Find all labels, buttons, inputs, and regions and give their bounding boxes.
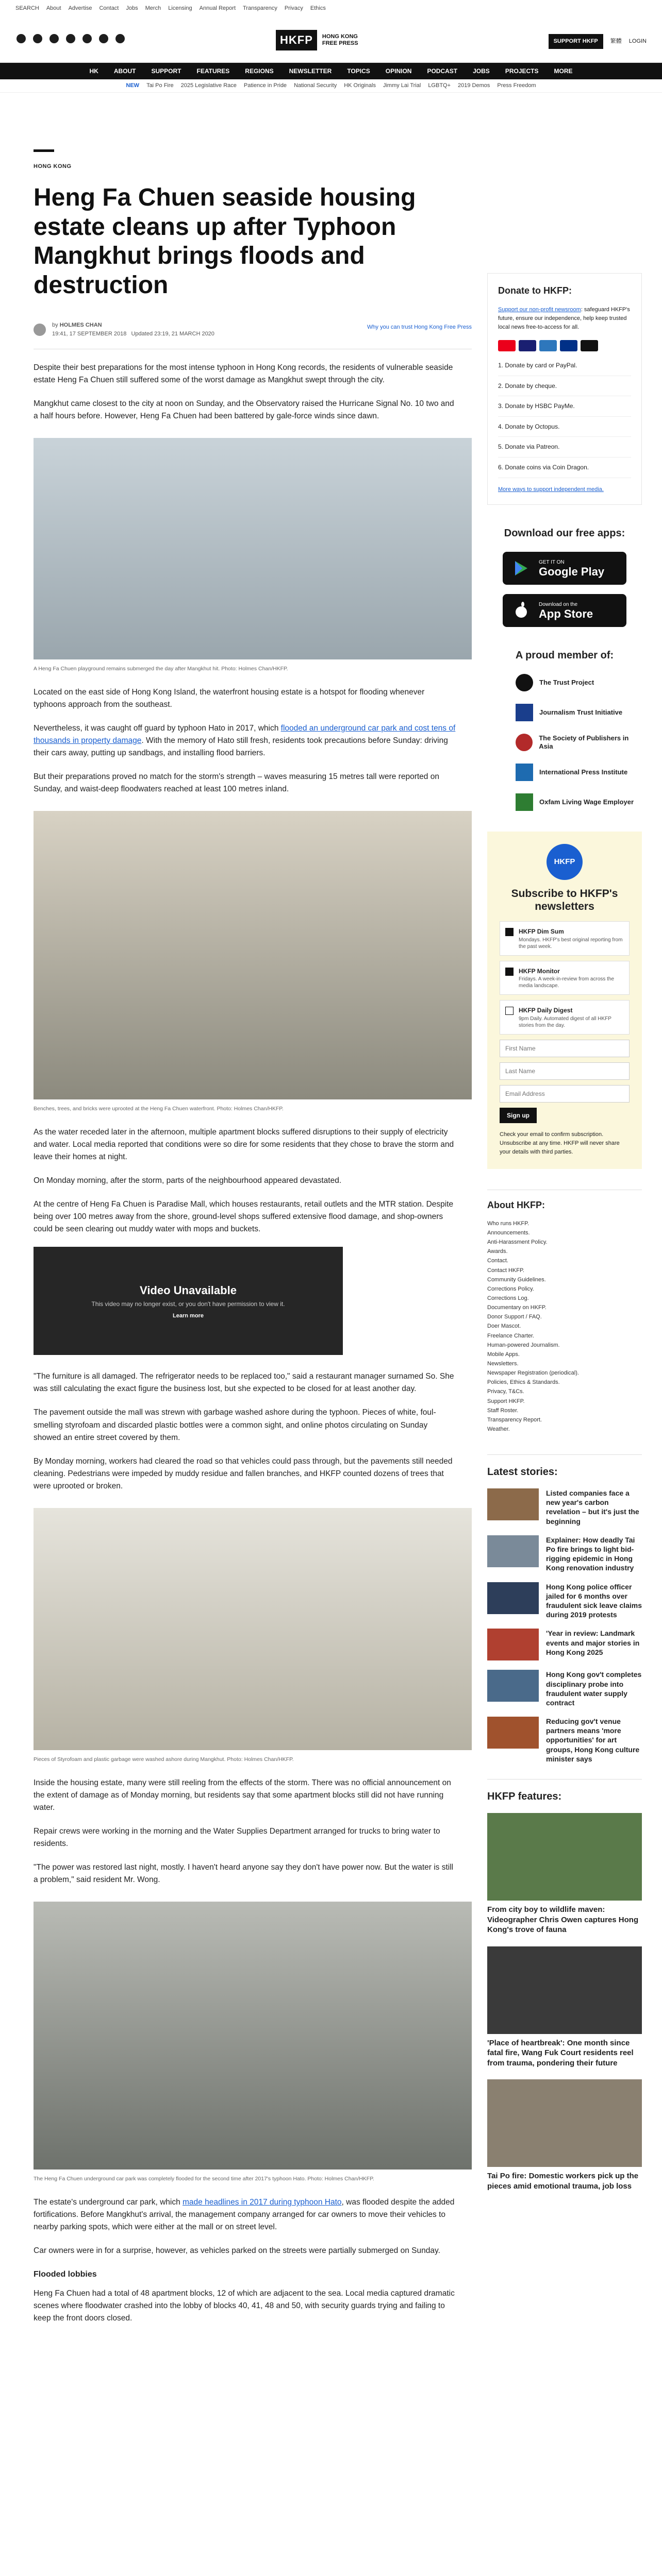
- nav-newsletter[interactable]: NEWSLETTER: [289, 67, 332, 75]
- paragraph: Car owners were in for a surprise, however, as vehicles parked on the streets were partially submerged on Sunday.: [34, 2246, 440, 2256]
- newsletter-option-desc: Mondays. HKFP's best original reporting from the past week.: [519, 937, 623, 950]
- logo-text: [322, 33, 358, 47]
- story-item[interactable]: [487, 1670, 642, 1707]
- article-title: Heng Fa Chuen seaside housing estate cleans up after Typhoon Mangkhut brings floods and destruction: [34, 184, 416, 299]
- about-link[interactable]: Documentary on HKFP.: [487, 1304, 547, 1311]
- story-title[interactable]: Hong Kong gov't completes disciplinary probe into fraudulent water supply contract: [546, 1670, 642, 1707]
- mastodon-icon[interactable]: [99, 34, 108, 43]
- story-item[interactable]: [487, 1535, 642, 1573]
- app-store-button[interactable]: [503, 594, 626, 627]
- jti-icon: [516, 704, 533, 721]
- top-link-advertise[interactable]: Advertise: [68, 5, 92, 11]
- logo-line-1: HONG KONG: [322, 33, 358, 40]
- story-thumbnail[interactable]: [487, 1670, 539, 1702]
- newsletter-option[interactable]: [500, 921, 630, 956]
- apps-title: Download our free apps:: [504, 527, 625, 539]
- feature-image[interactable]: [487, 1946, 642, 2034]
- tags-new-label: NEW: [126, 82, 140, 89]
- paragraph: [34, 722, 456, 759]
- top-link-contact[interactable]: Contact: [99, 5, 119, 11]
- google-play-button[interactable]: [503, 552, 626, 585]
- google-play-icon: [512, 559, 531, 578]
- site-header: [0, 0, 662, 63]
- tag-link[interactable]: Press Freedom: [497, 82, 536, 89]
- story-item[interactable]: [487, 1582, 642, 1620]
- inline-link[interactable]: flooded an underground car park and cost tens of thousands in property damage: [34, 724, 456, 745]
- latest-title: Latest stories:: [487, 1454, 642, 1480]
- nav-opinion[interactable]: OPINION: [385, 67, 412, 75]
- paragraph: At the centre of Heng Fa Chuen is Paradise Mall, which houses restaurants, retail outlets and the MTR station. Despite being over 100 metres away from the shore, ground-level shops suffered extensive flood damage, and shop-owners could be seen clearing out muddy water with mops and buckets.: [34, 1200, 454, 1234]
- telegram-icon[interactable]: [82, 34, 92, 43]
- byline-text: [52, 321, 214, 338]
- story-thumbnail[interactable]: [487, 1582, 539, 1614]
- sopa-icon: [516, 734, 533, 751]
- app-store-small: Download on the: [539, 601, 578, 607]
- mastercard-icon: [498, 340, 516, 351]
- about-link[interactable]: Policies, Ethics & Standards.: [487, 1379, 560, 1386]
- photo-caption: The Heng Fa Chuen underground car park was completely flooded for the second time after 2017's typhoon Hato. Photo: Holmes Chan/HKFP.: [34, 2175, 374, 2182]
- top-link-merch[interactable]: Merch: [145, 5, 161, 11]
- logo-line-2: FREE PRESS: [322, 40, 358, 47]
- paragraph: Located on the east side of Hong Kong Island, the waterfront housing estate is a hotspot for flooding whenever typhoons approach from the southeast.: [34, 687, 425, 709]
- member-title: A proud member of:: [515, 649, 614, 661]
- updated-date: Updated 23:19, 21 MARCH 2020: [131, 330, 214, 337]
- story-title[interactable]: Reducing gov't venue partners means 'more opportunities' for art groups, Hong Kong culture minister says: [546, 1717, 640, 1763]
- nav-regions[interactable]: REGIONS: [245, 67, 274, 75]
- story-title[interactable]: Explainer: How deadly Tai Po fire brings to light bid-rigging epidemic in Hong Kong renovation industry: [546, 1535, 635, 1572]
- member-name: International Press Institute: [539, 768, 628, 776]
- member-logo[interactable]: [516, 793, 642, 811]
- about-link[interactable]: Transparency Report.: [487, 1416, 542, 1423]
- sidebar: [487, 273, 642, 2202]
- story-item[interactable]: [487, 1629, 642, 1660]
- video-learn-more[interactable]: Learn more: [173, 1313, 204, 1319]
- top-link-jobs[interactable]: Jobs: [126, 5, 138, 11]
- paragraph: On Monday morning, after the storm, parts of the neighbourhood appeared devastated.: [34, 1176, 342, 1185]
- amex-icon: [539, 340, 557, 351]
- donate-title: Donate to HKFP:: [498, 285, 572, 296]
- about-link[interactable]: Who runs HKFP.: [487, 1220, 529, 1227]
- paragraph: [34, 2196, 456, 2233]
- top-link-annual-report[interactable]: Annual Report: [199, 5, 236, 11]
- signup-button[interactable]: Sign up: [500, 1108, 537, 1123]
- tag-link[interactable]: 2025 Legislative Race: [180, 82, 237, 89]
- top-link-search[interactable]: SEARCH: [15, 5, 39, 11]
- facebook-icon[interactable]: [16, 34, 26, 43]
- newsletter-footnote: Check your email to confirm subscription. Unsubscribe at any time. HKFP will never share your details with third parties.: [500, 1131, 620, 1155]
- donate-link[interactable]: Support our non-profit newsroom: [498, 306, 581, 313]
- story-title[interactable]: Hong Kong police officer jailed for 6 months over fraudulent sick leave claims during 2019 protests: [546, 1582, 642, 1619]
- author-avatar: [34, 324, 46, 336]
- story-item[interactable]: [487, 1488, 642, 1526]
- paragraph: But their preparations proved no match for the storm's strength – waves measuring 15 metres tall were reported on Sunday, and waist-deep floodwaters reached at least 100 metres inland.: [34, 772, 439, 794]
- top-links: [15, 4, 326, 13]
- nav-podcast[interactable]: PODCAST: [427, 67, 458, 75]
- member-name: Oxfam Living Wage Employer: [539, 798, 634, 806]
- x-icon[interactable]: [33, 34, 42, 43]
- paragraph: Inside the housing estate, many were still reeling from the effects of the storm. There was no official announcement on the extent of damage as of Monday morning, but residents say that some apartment blocks still did not have running water.: [34, 1778, 451, 1812]
- author-prefix: by: [52, 321, 58, 328]
- member-logo[interactable]: [516, 704, 642, 721]
- photo-caption: Pieces of Styrofoam and plastic garbage were washed ashore during Mangkhut. Photo: Holmes Chan/HKFP.: [34, 1756, 294, 1762]
- about-link[interactable]: Weather.: [487, 1426, 510, 1432]
- support-button[interactable]: SUPPORT HKFP: [549, 34, 603, 49]
- nav-hk[interactable]: HK: [89, 67, 98, 75]
- video-title: Video Unavailable: [140, 1283, 237, 1297]
- paragraph: Mangkhut came closest to the city at noon on Sunday, and the Observatory raised the Hurricane Signal No. 10 two and a half hours before. However, Heng Fa Chuen had been battered by gale-force winds since dawn.: [34, 399, 454, 420]
- donate-option[interactable]: 4. Donate by Octopus.: [498, 417, 631, 437]
- tag-link[interactable]: 2019 Demos: [458, 82, 490, 89]
- photo-caption: Benches, trees, and bricks were uprooted at the Heng Fa Chuen waterfront. Photo: Holmes Chan/HKFP.: [34, 1106, 284, 1112]
- story-thumbnail[interactable]: [487, 1629, 539, 1660]
- trust-link[interactable]: Why you can trust Hong Kong Free Press: [367, 324, 472, 330]
- donate-option[interactable]: 2. Donate by cheque.: [498, 376, 631, 397]
- donate-option[interactable]: 3. Donate by HSBC PayMe.: [498, 396, 631, 417]
- top-link-privacy[interactable]: Privacy: [284, 5, 303, 11]
- app-store-big: App Store: [539, 607, 593, 621]
- tag-link[interactable]: National Security: [294, 82, 337, 89]
- tag-link[interactable]: Jimmy Lai Trial: [383, 82, 421, 89]
- newsletter-option-title: HKFP Dim Sum: [519, 928, 564, 936]
- login-link[interactable]: LOGIN: [628, 38, 647, 44]
- checkbox-empty-icon[interactable]: [505, 1007, 514, 1015]
- donate-option[interactable]: 6. Donate coins via Coin Dragon.: [498, 457, 631, 478]
- feature-title[interactable]: Tai Po fire: Domestic workers pick up the pieces amid emotional trauma, job loss: [487, 2172, 639, 2191]
- main-nav: [0, 63, 662, 79]
- top-link-ethics[interactable]: Ethics: [310, 5, 326, 11]
- visa-icon: [519, 340, 536, 351]
- tag-link[interactable]: HK Originals: [344, 82, 376, 89]
- nav-features[interactable]: FEATURES: [196, 67, 230, 75]
- paragraph-text: The estate's underground car park, which: [34, 2198, 183, 2207]
- article-photo-waterfront: [34, 811, 472, 1099]
- donate-option[interactable]: 1. Donate by card or PayPal.: [498, 355, 631, 376]
- paragraph: The pavement outside the mall was strewn with garbage washed ashore during the typhoon. Pieces of white, foul-smelling styrofoam and discarded plastic bottles were a common sight, and online photos circulating on Sunday showed an entire street covered by them.: [34, 1408, 436, 1442]
- donate-widget: [487, 273, 642, 505]
- about-link[interactable]: Doer Mascot.: [487, 1323, 521, 1330]
- paragraph: Repair crews were working in the morning and the Water Supplies Department arranged for trucks to bring water to residents.: [34, 1826, 440, 1848]
- tag-link[interactable]: LGBTQ+: [428, 82, 451, 89]
- instagram-icon[interactable]: [49, 34, 59, 43]
- story-title[interactable]: Listed companies face a new year's carbon revelation – but it's just the beginning: [546, 1489, 639, 1526]
- about-link[interactable]: Mobile Apps.: [487, 1351, 520, 1358]
- about-link[interactable]: Privacy, T&Cs.: [487, 1388, 524, 1395]
- trust-project-icon: [516, 674, 533, 691]
- newsletter-option[interactable]: [500, 1000, 630, 1035]
- about-link[interactable]: Anti-Harassment Policy.: [487, 1239, 548, 1246]
- site-logo[interactable]: [276, 30, 358, 50]
- about-link[interactable]: Newspaper Registration (periodical).: [487, 1370, 579, 1377]
- feature-item[interactable]: [487, 1813, 642, 1935]
- checkbox-checked-icon[interactable]: [505, 928, 514, 936]
- member-name: The Trust Project: [539, 678, 594, 686]
- about-link[interactable]: Human-powered Journalism.: [487, 1342, 560, 1348]
- about-link[interactable]: Corrections Policy.: [487, 1285, 534, 1292]
- member-name: Journalism Trust Initiative: [539, 708, 623, 716]
- apple-icon: [512, 601, 531, 620]
- story-thumbnail[interactable]: [487, 1535, 539, 1567]
- about-link[interactable]: Awards.: [487, 1248, 508, 1255]
- newsletter-option-title: HKFP Daily Digest: [519, 1007, 573, 1014]
- header-actions: [549, 34, 647, 49]
- about-link[interactable]: Community Guidelines.: [487, 1276, 546, 1283]
- linkedin-icon[interactable]: [115, 34, 125, 43]
- paragraph-text: , was flooded despite the added fortifications. Before Mangkhut's arrival, the management company arranged for car owners to move their vehicles to nearby parking spots, which were either at the mall or on street level.: [34, 2198, 455, 2232]
- subheading: Flooded lobbies: [34, 2270, 97, 2279]
- about-link[interactable]: Donor Support / FAQ.: [487, 1314, 542, 1320]
- paypal-icon: [560, 340, 577, 351]
- member-logo[interactable]: [516, 764, 642, 781]
- nav-jobs[interactable]: JOBS: [473, 67, 490, 75]
- member-logo[interactable]: [516, 734, 642, 751]
- article-photo-styrofoam: [34, 1508, 472, 1750]
- top-link-transparency[interactable]: Transparency: [243, 5, 277, 11]
- about-link[interactable]: Support HKFP.: [487, 1398, 525, 1404]
- donate-text: [498, 306, 631, 332]
- member-logo[interactable]: [516, 674, 642, 691]
- last-name-input[interactable]: [500, 1062, 630, 1080]
- nav-projects[interactable]: PROJECTS: [505, 67, 539, 75]
- nav-topics[interactable]: TOPICS: [347, 67, 370, 75]
- newsletter-widget: [487, 832, 642, 1169]
- apps-widget: [487, 526, 642, 627]
- byline: [34, 321, 472, 338]
- author-name[interactable]: HOLMES CHAN: [59, 321, 102, 328]
- top-link-about[interactable]: About: [46, 5, 61, 11]
- feature-title[interactable]: From city boy to wildlife maven: Videographer Chris Owen captures Hong Kong's trove of fauna: [487, 1905, 639, 1934]
- checkbox-checked-icon[interactable]: [505, 968, 514, 976]
- hkfp-features: [487, 1779, 642, 2191]
- feature-image[interactable]: [487, 1813, 642, 1901]
- story-thumbnail[interactable]: [487, 1717, 539, 1749]
- newsletter-option-desc: 9pm Daily. Automated digest of all HKFP stories from the day.: [519, 1015, 611, 1028]
- google-play-small: GET IT ON: [539, 559, 565, 565]
- video-subtitle: This video may no longer exist, or you don't have permission to view it.: [91, 1300, 285, 1308]
- payment-cards: [498, 340, 631, 351]
- ipi-icon: [516, 764, 533, 781]
- google-play-big: Google Play: [539, 565, 605, 579]
- apple-pay-icon: [581, 340, 598, 351]
- about-widget: [487, 1190, 642, 1434]
- nav-more[interactable]: MORE: [554, 67, 573, 75]
- photo-caption: A Heng Fa Chuen playground remains submerged the day after Mangkhut hit. Photo: Holmes Chan/HKFP.: [34, 665, 288, 672]
- donate-more-link[interactable]: More ways to support independent media.: [498, 486, 604, 493]
- story-thumbnail[interactable]: [487, 1488, 539, 1520]
- first-name-input[interactable]: [500, 1040, 630, 1057]
- nav-support[interactable]: SUPPORT: [151, 67, 181, 75]
- about-link[interactable]: Announcements.: [487, 1229, 530, 1236]
- paragraph: Despite their best preparations for the most intense typhoon in Hong Kong records, the residents of vulnerable seaside estate Heng Fa Chuen still suffered some of the worst damage as Mangkhut swept through the city.: [34, 363, 453, 384]
- newsletter-option[interactable]: [500, 961, 630, 995]
- about-link[interactable]: Corrections Log.: [487, 1295, 529, 1301]
- section-rule: [34, 149, 54, 152]
- nav-about[interactable]: ABOUT: [113, 67, 136, 75]
- video-embed[interactable]: [34, 1247, 343, 1355]
- feature-item[interactable]: [487, 2079, 642, 2191]
- social-icons: [16, 34, 125, 43]
- email-input[interactable]: [500, 1085, 630, 1103]
- about-link[interactable]: Staff Roster.: [487, 1407, 519, 1414]
- article-photo-car-park: [34, 1902, 472, 2170]
- article-photo-playground: [34, 438, 472, 659]
- paragraph: "The power was restored last night, mostly. I haven't heard anyone say they don't have power now. But the water is still a problem," said resident Mr. Wong.: [34, 1862, 454, 1884]
- member-name: The Society of Publishers in Asia: [539, 734, 629, 750]
- feature-item[interactable]: [487, 1946, 642, 2069]
- logo-mark: HKFP: [276, 30, 317, 50]
- donate-desc: : safeguard HKFP's future, ensure our independence, help keep trusted local news free-to-access for all.: [498, 306, 630, 330]
- story-title[interactable]: 'Year in review: Landmark events and major stories in Hong Kong 2025: [546, 1629, 640, 1656]
- about-link[interactable]: Contact.: [487, 1258, 508, 1264]
- member-widget: [487, 648, 642, 811]
- latest-stories: [487, 1454, 642, 1764]
- paragraph-text: . With the memory of Hato still fresh, residents took precautions before Sunday: driving their cars away, putting up sandbags, and installing flood barriers.: [34, 736, 448, 758]
- paragraph: By Monday morning, workers had cleared the road so that vehicles could pass through, but the pavements still needed cleaning. Pedestrians were impeded by muddy residue and fallen branches, and HKFP counted dozens of trees that were uprooted or broken.: [34, 1456, 453, 1490]
- youtube-icon[interactable]: [66, 34, 75, 43]
- about-link[interactable]: Freelance Charter.: [487, 1332, 535, 1339]
- donate-option[interactable]: 5. Donate via Patreon.: [498, 437, 631, 457]
- trending-tags: [0, 79, 662, 93]
- newsletter-option-desc: Fridays. A week-in-review from across the media landscape.: [519, 976, 615, 989]
- feature-title[interactable]: 'Place of heartbreak': One month since fatal fire, Wang Fuk Court residents reel from trauma, pondering their future: [487, 2038, 634, 2067]
- newsletter-option-title: HKFP Monitor: [519, 967, 560, 975]
- oxfam-icon: [516, 793, 533, 811]
- about-link[interactable]: Newsletters.: [487, 1360, 519, 1367]
- paragraph: As the water receded later in the afternoon, multiple apartment blocks suffered disruptions to their supply of electricity and water. Local media reported that conditions were so dire for some residents that they chose to brave the storm and leave their homes at night.: [34, 1128, 454, 1162]
- paragraph-text: Nevertheless, it was caught off guard by typhoon Hato in 2017, which: [34, 724, 281, 733]
- tag-link[interactable]: Tai Po Fire: [146, 82, 174, 89]
- publish-date: 19:41, 17 SEPTEMBER 2018: [52, 330, 127, 337]
- language-toggle[interactable]: 繁體: [610, 38, 622, 44]
- article: [34, 149, 472, 2336]
- paragraph: Heng Fa Chuen had a total of 48 apartment blocks, 12 of which are adjacent to the sea. Local media captured dramatic scenes where floodwater crashed into the lobby of blocks 40, 41, 48 and 50, with security guards trying and failing to keep the front doors closed.: [34, 2289, 455, 2323]
- features-title: HKFP features:: [487, 1779, 642, 1805]
- story-item[interactable]: [487, 1717, 642, 1764]
- tag-link[interactable]: Patience in Pride: [243, 82, 287, 89]
- about-link[interactable]: Contact HKFP.: [487, 1267, 524, 1274]
- about-title: About HKFP:: [487, 1190, 642, 1213]
- feature-image[interactable]: [487, 2079, 642, 2167]
- newsletter-logo: HKFP: [547, 844, 583, 880]
- paragraph: "The furniture is all damaged. The refrigerator needs to be replaced too," said a restaurant manager surnamed So. She was still calculating the exact figure the business lost, but she expected to be closed for at least another day.: [34, 1372, 454, 1394]
- top-link-licensing[interactable]: Licensing: [168, 5, 192, 11]
- newsletter-title: Subscribe to HKFP's newsletters: [511, 887, 618, 912]
- section-label[interactable]: HONG KONG: [34, 163, 72, 170]
- inline-link[interactable]: made headlines in 2017 during typhoon Hato: [183, 2198, 342, 2207]
